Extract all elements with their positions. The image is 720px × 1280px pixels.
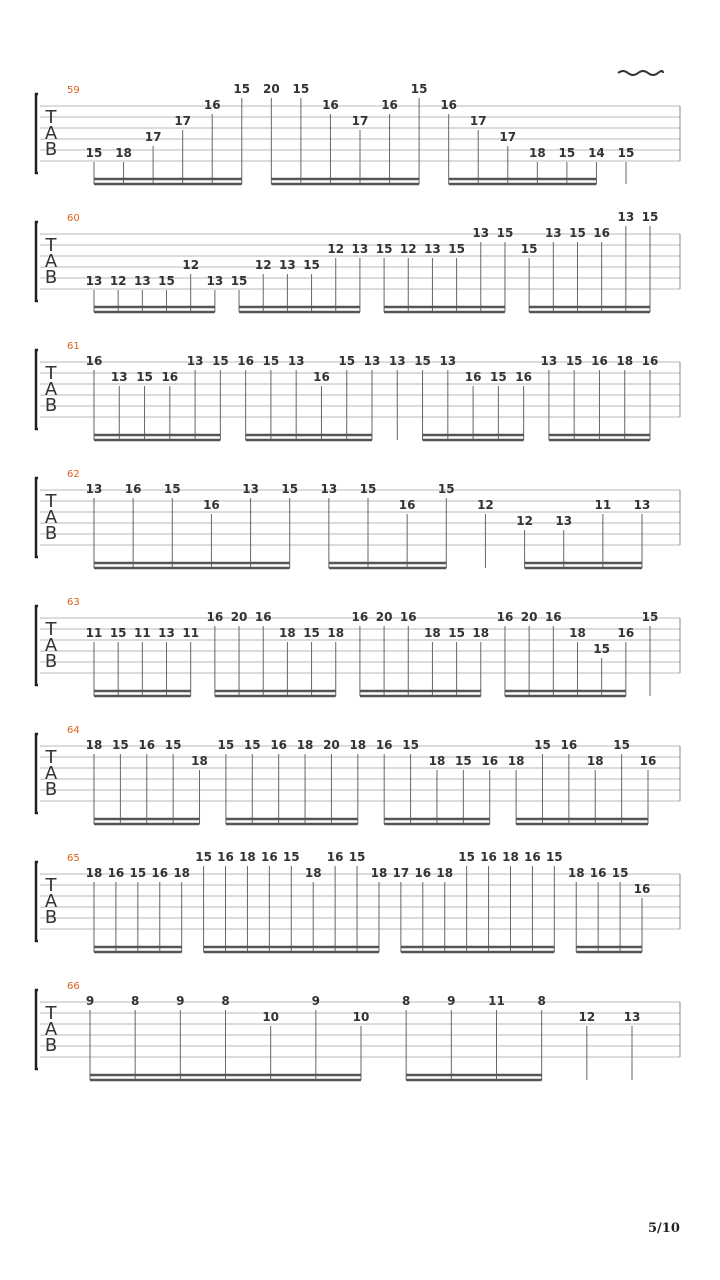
fret-number: 18 — [304, 866, 322, 880]
fret-number: 13 — [363, 354, 381, 368]
vibrato-mark — [618, 71, 663, 75]
fret-number: 16 — [560, 738, 578, 752]
fret-number: 15 — [454, 754, 472, 768]
fret-number: 16 — [589, 866, 607, 880]
fret-number: 15 — [243, 738, 261, 752]
fret-number: 15 — [641, 610, 659, 624]
system-bracket — [36, 734, 38, 813]
fret-number: 18 — [567, 866, 585, 880]
fret-number: 12 — [399, 242, 417, 256]
fret-number: 15 — [348, 850, 366, 864]
fret-number: 13 — [110, 370, 128, 384]
fret-number: 15 — [338, 354, 356, 368]
fret-number: 13 — [158, 626, 175, 640]
fret-number: 15 — [617, 146, 635, 160]
fret-number: 15 — [262, 354, 280, 368]
fret-number: 17 — [469, 114, 487, 128]
system-bracket — [36, 606, 38, 685]
tab-clef-letter: A — [44, 763, 58, 784]
fret-number: 15 — [230, 274, 248, 288]
fret-number: 15 — [569, 226, 586, 240]
system-bracket — [36, 222, 38, 301]
tab-clef-letter: A — [44, 379, 58, 400]
fret-number: 15 — [375, 242, 393, 256]
fret-number: 15 — [136, 370, 153, 384]
fret-number: 18 — [502, 850, 519, 864]
tab-clef-letter: A — [44, 251, 58, 272]
fret-number: 15 — [437, 482, 455, 496]
fret-number: 18 — [436, 866, 454, 880]
fret-number: 13 — [633, 498, 651, 512]
fret-number: 13 — [320, 482, 338, 496]
fret-number: 16 — [639, 754, 657, 768]
tab-system — [36, 210, 680, 312]
fret-number: 8 — [221, 994, 230, 1008]
fret-number: 16 — [481, 754, 499, 768]
fret-number: 20 — [520, 610, 538, 624]
measure-number: 60 — [67, 213, 80, 224]
fret-number: 16 — [326, 850, 344, 864]
fret-number: 18 — [327, 626, 345, 640]
fret-number: 12 — [182, 258, 200, 272]
fret-number: 15 — [448, 626, 465, 640]
tab-clef-letter: T — [45, 491, 57, 512]
fret-number: 17 — [144, 130, 162, 144]
fret-number: 18 — [424, 626, 441, 640]
fret-number: 11 — [488, 994, 505, 1008]
fret-number: 15 — [414, 354, 431, 368]
tab-clef-letter: B — [44, 1035, 58, 1056]
tab-clef-letter: B — [44, 523, 58, 544]
fret-number: 17 — [499, 130, 517, 144]
tab-system — [36, 981, 680, 1080]
tab-system — [36, 71, 680, 184]
fret-number: 8 — [130, 994, 140, 1008]
fret-number: 16 — [254, 610, 272, 624]
fret-number: 18 — [472, 626, 490, 640]
fret-number: 16 — [206, 610, 224, 624]
fret-number: 8 — [537, 994, 546, 1008]
tab-clef-letter: T — [45, 107, 57, 128]
fret-number: 16 — [464, 370, 482, 384]
fret-number: 18 — [370, 866, 388, 880]
fret-number: 18 — [569, 626, 586, 640]
fret-number: 18 — [191, 754, 208, 768]
fret-number: 15 — [164, 738, 182, 752]
fret-number: 16 — [480, 850, 497, 864]
fret-number: 16 — [203, 98, 221, 112]
tab-system — [36, 341, 680, 440]
fret-number: 16 — [440, 98, 458, 112]
fret-number: 16 — [593, 226, 611, 240]
page-number: 5/10 — [648, 1221, 680, 1236]
fret-number: 15 — [129, 866, 147, 880]
tab-clef-letter: T — [45, 747, 57, 768]
fret-number: 13 — [555, 514, 573, 528]
fret-number: 16 — [515, 370, 532, 384]
tab-clef-letter: B — [44, 779, 58, 800]
fret-number: 15 — [534, 738, 551, 752]
fret-number: 15 — [545, 850, 563, 864]
fret-number: 13 — [424, 242, 441, 256]
fret-number: 16 — [591, 354, 608, 368]
tab-clef-letter: T — [45, 235, 57, 256]
fret-number: 20 — [230, 610, 248, 624]
fret-number: 16 — [381, 98, 398, 112]
fret-number: 16 — [203, 498, 220, 512]
system-bracket — [36, 350, 38, 429]
fret-number: 9 — [447, 994, 456, 1008]
fret-number: 16 — [617, 626, 635, 640]
fret-number: 16 — [414, 866, 432, 880]
fret-number: 16 — [107, 866, 125, 880]
fret-number: 18 — [428, 754, 446, 768]
fret-number: 16 — [399, 610, 417, 624]
fret-number: 16 — [524, 850, 541, 864]
fret-number: 15 — [448, 242, 465, 256]
fret-number: 18 — [173, 866, 191, 880]
measure-number: 61 — [67, 341, 80, 352]
tab-system — [36, 850, 680, 952]
fret-number: 20 — [375, 610, 393, 624]
fret-number: 13 — [544, 226, 562, 240]
fret-number: 18 — [586, 754, 604, 768]
tab-clef-letter: A — [44, 1019, 58, 1040]
fret-number: 12 — [254, 258, 272, 272]
fret-number: 18 — [239, 850, 256, 864]
fret-number: 17 — [351, 114, 369, 128]
fret-number: 13 — [287, 354, 305, 368]
fret-number: 11 — [133, 626, 151, 640]
fret-number: 13 — [617, 210, 635, 224]
fret-number: 15 — [112, 738, 129, 752]
fret-number: 15 — [490, 370, 507, 384]
fret-number: 15 — [303, 626, 320, 640]
fret-number: 15 — [85, 146, 103, 160]
fret-number: 18 — [115, 146, 132, 160]
fret-number: 15 — [402, 738, 419, 752]
system-bracket — [36, 990, 38, 1069]
tab-clef-letter: B — [44, 267, 58, 288]
fret-number: 16 — [161, 370, 179, 384]
tab-clef-letter: T — [45, 363, 57, 384]
fret-number: 15 — [613, 738, 630, 752]
system-bracket — [36, 478, 38, 557]
fret-number: 16 — [322, 98, 339, 112]
measure-number: 64 — [67, 725, 80, 736]
fret-number: 20 — [323, 738, 340, 752]
fret-number: 10 — [352, 1010, 370, 1024]
tab-clef-letter: B — [44, 907, 58, 928]
fret-number: 11 — [85, 626, 103, 640]
fret-number: 13 — [540, 354, 558, 368]
fret-number: 18 — [85, 866, 103, 880]
fret-number: 15 — [565, 354, 583, 368]
fret-number: 16 — [351, 610, 369, 624]
fret-number: 13 — [133, 274, 151, 288]
fret-number: 12 — [109, 274, 127, 288]
fret-number: 13 — [206, 274, 224, 288]
fret-number: 15 — [217, 738, 235, 752]
fret-number: 18 — [528, 146, 546, 160]
tab-clef-letter: T — [45, 619, 57, 640]
fret-number: 16 — [85, 354, 103, 368]
tab-clef-letter: T — [45, 1003, 57, 1024]
fret-number: 15 — [520, 242, 538, 256]
fret-number: 16 — [313, 370, 330, 384]
fret-number: 20 — [262, 82, 280, 96]
fret-number: 13 — [85, 274, 103, 288]
fret-number: 13 — [279, 258, 296, 272]
system-bracket — [36, 94, 38, 173]
system-bracket — [36, 862, 38, 941]
fret-number: 15 — [593, 642, 611, 656]
fret-number: 16 — [633, 882, 651, 896]
tab-clef-letter: B — [44, 395, 58, 416]
fret-number: 15 — [641, 210, 659, 224]
fret-number: 9 — [176, 994, 185, 1008]
fret-number: 16 — [398, 498, 416, 512]
fret-number: 16 — [124, 482, 142, 496]
fret-number: 17 — [174, 114, 192, 128]
fret-number: 18 — [616, 354, 634, 368]
fret-number: 13 — [623, 1010, 641, 1024]
fret-number: 15 — [282, 850, 300, 864]
fret-number: 13 — [388, 354, 406, 368]
fret-number: 10 — [262, 1010, 280, 1024]
fret-number: 12 — [327, 242, 345, 256]
fret-number: 13 — [242, 482, 259, 496]
fret-number: 16 — [151, 866, 169, 880]
measure-number: 62 — [67, 469, 80, 480]
fret-number: 15 — [163, 482, 181, 496]
fret-number: 9 — [311, 994, 321, 1008]
fret-number: 13 — [351, 242, 369, 256]
fret-number: 11 — [594, 498, 612, 512]
fret-number: 15 — [303, 258, 320, 272]
fret-number: 15 — [292, 82, 310, 96]
tab-system — [36, 597, 680, 696]
fret-number: 18 — [349, 738, 367, 752]
fret-number: 14 — [588, 146, 605, 160]
fret-number: 15 — [281, 482, 299, 496]
fret-number: 13 — [186, 354, 204, 368]
fret-number: 12 — [516, 514, 533, 528]
measure-number: 63 — [67, 597, 80, 608]
fret-number: 16 — [261, 850, 278, 864]
fret-number: 15 — [109, 626, 127, 640]
fret-number: 15 — [195, 850, 212, 864]
measure-number: 65 — [67, 853, 80, 864]
fret-number: 13 — [85, 482, 103, 496]
tab-clef-letter: A — [44, 123, 58, 144]
tab-system — [36, 469, 680, 568]
fret-number: 15 — [233, 82, 251, 96]
fret-number: 9 — [85, 994, 95, 1008]
fret-number: 11 — [182, 626, 200, 640]
fret-number: 15 — [458, 850, 475, 864]
fret-number: 15 — [359, 482, 377, 496]
fret-number: 16 — [641, 354, 659, 368]
fret-number: 15 — [158, 274, 175, 288]
measure-number: 59 — [67, 85, 80, 96]
tab-clef-letter: A — [44, 635, 58, 656]
fret-number: 12 — [578, 1010, 596, 1024]
fret-number: 16 — [496, 610, 514, 624]
fret-number: 18 — [279, 626, 296, 640]
fret-number: 15 — [212, 354, 229, 368]
fret-number: 15 — [611, 866, 629, 880]
fret-number: 18 — [85, 738, 103, 752]
fret-number: 15 — [410, 82, 428, 96]
tab-system — [36, 725, 680, 824]
tab-clef-letter: B — [44, 651, 58, 672]
fret-number: 13 — [472, 226, 490, 240]
fret-number: 16 — [237, 354, 254, 368]
measure-number: 66 — [67, 981, 80, 992]
tab-clef-letter: A — [44, 891, 58, 912]
fret-number: 18 — [296, 738, 314, 752]
fret-number: 18 — [507, 754, 525, 768]
fret-number: 16 — [375, 738, 393, 752]
fret-number: 15 — [558, 146, 576, 160]
tab-clef-letter: T — [45, 875, 57, 896]
fret-number: 16 — [270, 738, 288, 752]
fret-number: 17 — [392, 866, 410, 880]
fret-number: 16 — [138, 738, 156, 752]
fret-number: 16 — [217, 850, 234, 864]
tab-clef-letter: B — [44, 139, 58, 160]
fret-number: 15 — [496, 226, 514, 240]
fret-number: 13 — [439, 354, 457, 368]
fret-number: 16 — [544, 610, 562, 624]
fret-number: 8 — [401, 994, 411, 1008]
fret-number: 12 — [477, 498, 494, 512]
tab-clef-letter: A — [44, 507, 58, 528]
